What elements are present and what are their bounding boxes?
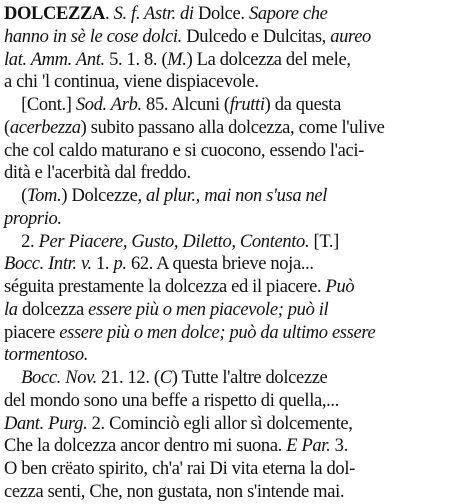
entry-text-segment: acerbezza xyxy=(9,117,81,138)
entry-text-segment: essere più o men piacevole; può il xyxy=(88,299,329,320)
entry-line xyxy=(4,117,385,140)
entry-text-segment: E Par. xyxy=(286,436,331,457)
entry-line xyxy=(4,231,339,254)
entry-line xyxy=(4,367,327,390)
entry-text-segment: Bocc. Intr. v. xyxy=(4,254,92,275)
entry-text-segment: ) La dolcezza del mele, xyxy=(186,49,351,70)
entry-text-segment: S. f. Astr. di xyxy=(113,4,198,24)
entry-text-segment: C xyxy=(159,368,172,388)
entry-line xyxy=(4,390,339,413)
entry-text-segment: piacere xyxy=(4,322,60,343)
entry-text-segment: che col caldo maturano e si cuocono, essendo l'aci- xyxy=(4,140,364,161)
entry-text-segment: proprio. xyxy=(4,208,62,229)
entry-text-segment: [Cont.] xyxy=(4,95,76,115)
entry-line xyxy=(4,344,88,367)
entry-line xyxy=(4,26,371,49)
entry-text-segment: ) da questa xyxy=(264,95,341,115)
entry-text-segment: lat. Amm. Ant. xyxy=(4,49,105,70)
entry-text-segment: Tom. xyxy=(26,186,62,206)
entry-line xyxy=(4,435,348,458)
entry-line xyxy=(4,185,327,208)
entry-text-segment: Per Piacere, Gusto, Diletto, Contento. xyxy=(38,231,310,252)
entry-text-segment: Dolce xyxy=(197,4,241,24)
entry-text-segment: 2. xyxy=(4,231,39,252)
entry-line xyxy=(4,162,191,185)
entry-text-segment: 2. Cominciò egli allor sì dolcemente, xyxy=(87,413,353,434)
entry-text-segment: p. xyxy=(113,254,127,275)
entry-line xyxy=(4,94,341,117)
entry-text-segment: Che la dolcezza ancor dentro mi suona. xyxy=(4,436,287,457)
entry-text-segment: Dant. Purg. xyxy=(4,413,88,434)
entry-text-segment: 21. 12. ( xyxy=(96,368,160,388)
entry-line xyxy=(4,140,364,163)
entry-text-segment: dolcezza xyxy=(17,299,89,320)
entry-text-segment: al plur., mai non s'usa nel xyxy=(146,186,328,206)
entry-line xyxy=(4,3,328,26)
entry-line xyxy=(4,322,375,345)
entry-text-segment: del mondo sono una beffe a rispetto di quella,... xyxy=(4,390,339,411)
entry-line xyxy=(4,71,259,94)
entry-text-segment: ( xyxy=(4,117,10,138)
entry-text-segment: 1. xyxy=(91,254,114,275)
entry-text-segment: . xyxy=(105,4,114,24)
entry-text-segment: ) Tutte l'altre dolcezze xyxy=(171,368,328,388)
entry-text-segment: 62. A questa brieve noja... xyxy=(126,254,314,275)
entry-text-segment: frutti xyxy=(229,95,265,115)
entry-text-segment: cezza senti, Che, non gustata, non s'intende mai. xyxy=(4,481,345,502)
entry-text-segment: tormentoso. xyxy=(4,345,89,366)
entry-text-segment: la xyxy=(4,299,18,320)
entry-line xyxy=(4,458,355,481)
entry-line xyxy=(4,413,353,436)
entry-text-segment: Sod. Arb. xyxy=(75,95,142,115)
entry-text-segment: 3. xyxy=(330,436,348,457)
entry-text-segment: a chi 'l continua, viene dispiacevole. xyxy=(4,72,259,93)
entry-text-segment: [T.] xyxy=(309,231,339,252)
entry-text-segment: dità e l'acerbità dal freddo. xyxy=(4,163,191,184)
entry-text-segment: O ben crëato spirito, ch'a' rai Di vita eterna la dol- xyxy=(4,459,355,479)
entry-line xyxy=(4,49,351,72)
entry-text-segment: séguita prestamente la dolcezza ed il piacere. xyxy=(4,277,326,297)
entry-text-segment: . xyxy=(240,4,249,24)
entry-text-segment: ) subito passano alla dolcezza, come l'ulive xyxy=(80,117,385,138)
entry-text-segment: aureo xyxy=(330,26,371,47)
entry-text-segment: 5. 1. 8. ( xyxy=(104,49,168,70)
entry-text-segment: Dulcedo e Dulcitas, xyxy=(181,26,331,47)
entry-text-segment: hanno in sè le cose dolci. xyxy=(4,26,182,47)
entry-line xyxy=(4,208,62,231)
entry-text-segment: Bocc. Nov. xyxy=(21,368,97,388)
entry-line xyxy=(4,299,328,322)
entry-text-segment: ( xyxy=(4,186,27,206)
entry-text-segment: Può xyxy=(325,277,355,297)
entry-line xyxy=(4,276,354,299)
entry-text-segment: M. xyxy=(167,49,187,70)
entry-text-segment: Sapore che xyxy=(248,4,328,24)
headword: DOLCEZZA xyxy=(4,4,106,24)
entry-line xyxy=(4,253,314,276)
entry-line xyxy=(4,481,344,504)
entry-text-segment: ) Dolcezze, xyxy=(61,186,147,206)
entry-text-segment: essere più o men dolce; può da ultimo essere xyxy=(59,322,376,343)
entry-text-segment: 85. Alcuni ( xyxy=(141,95,230,115)
entry-text-segment xyxy=(4,368,21,388)
